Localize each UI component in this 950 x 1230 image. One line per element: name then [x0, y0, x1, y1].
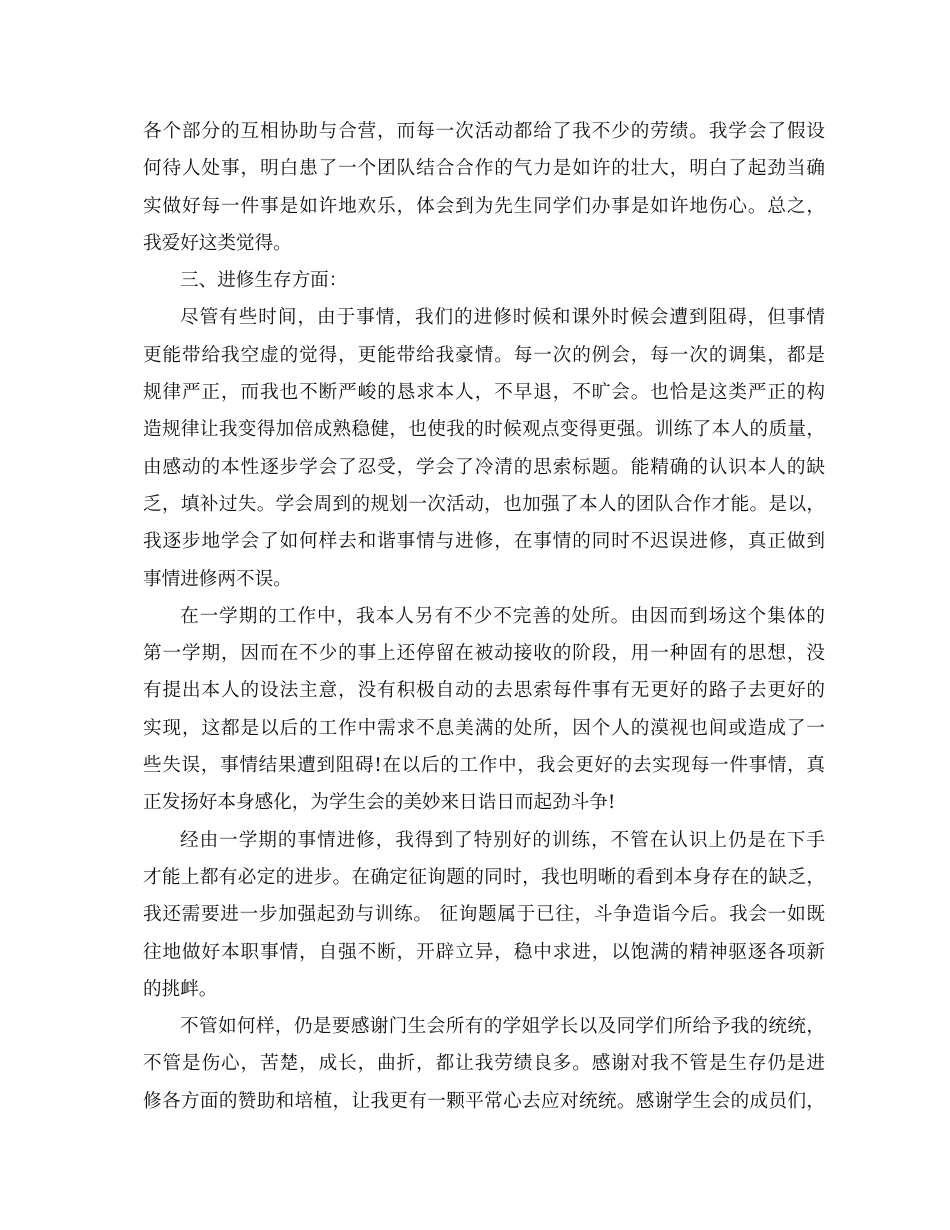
document-body — [143, 113, 825, 1120]
text-line: 正发扬好本身感化，为学生会的美妙来日诰日而起劲斗争! — [143, 792, 616, 814]
text-line: 更能带给我空虚的觉得，更能带给我豪情。每一次的例会，每一次的调集，都是 — [143, 344, 825, 366]
text-line: 我逐步地学会了如何样去和谐事情与进修，在事情的同时不迟误进修，真正做到 — [143, 531, 825, 553]
text-line: 才能上都有必定的进步。在确定征询题的同时，我也明晰的看到本身存在的缺乏， — [143, 866, 825, 888]
text-line: 我还需要进一步加强起劲与训练。 征询题属于已往，斗争造诣今后。我会一如既 — [143, 904, 825, 926]
text-line: 经由一学期的事情进修，我得到了特别好的训练，不管在认识上仍是在下手 — [180, 829, 825, 851]
text-line: 事情进修两不误。 — [143, 568, 292, 590]
text-line: 些失误，事情结果遭到阻碍!在以后的工作中，我会更好的去实现每一件事情，真 — [143, 755, 825, 777]
text-line: 何待人处事，明白患了一个团队结合合作的气力是如许的壮大，明白了起劲当确 — [143, 158, 825, 180]
text-line: 不管如何样，仍是要感谢门生会所有的学姐学长以及同学们所给予我的统统， — [180, 1016, 825, 1038]
text-line: 实现，这都是以后的工作中需求不息美满的处所，因个人的漠视也间或造成了一 — [143, 717, 825, 739]
text-line: 的挑衅。 — [143, 978, 218, 1000]
text-line: 造规律让我变得加倍成熟稳健，也使我的时候观点变得更强。训练了本人的质量， — [143, 419, 825, 441]
text-line: 在一学期的工作中，我本人另有不少不完善的处所。由因而到场这个集体的 — [180, 605, 825, 627]
text-line: 规律严正，而我也不断严峻的恳求本人，不早退，不旷会。也恰是这类严正的构 — [143, 382, 825, 404]
text-line: 各个部分的互相协助与合营，而每一次活动都给了我不少的劳绩。我学会了假设 — [143, 121, 825, 142]
text-line: 不管是伤心，苦楚，成长，曲折，都让我劳绩良多。感谢对我不管是生存仍是进 — [143, 1053, 825, 1075]
text-line: 乏，填补过失。学会周到的规划一次活动，也加强了本人的团队合作才能。是以， — [143, 493, 825, 515]
text-line: 实做好每一件事是如许地欢乐，体会到为先生同学们办事是如许地伤心。总之， — [143, 195, 825, 217]
text-line: 由感动的本性逐步学会了忍受，学会了冷清的思索标题。能精确的认识本人的缺 — [143, 456, 825, 478]
text-line: 三、进修生存方面： — [180, 270, 348, 292]
text-line: 往地做好本职事情，自强不断，开辟立异，稳中求进，以饱满的精神驱逐各项新 — [143, 941, 825, 963]
text-line: 第一学期，因而在不少的事上还停留在被动接收的阶段，用一种固有的思想，没 — [143, 643, 825, 665]
text-line: 有提出本人的设法主意，没有积极自动的去思索每件事有无更好的路子去更好的 — [143, 680, 825, 702]
text-line: 修各方面的赞助和培植，让我更有一颗平常心去应对统统。感谢学生会的成员们， — [143, 1090, 825, 1112]
text-line: 尽管有些时间，由于事情，我们的进修时候和课外时候会遭到阻碍，但事情 — [180, 307, 825, 329]
text-line: 我爱好这类觉得。 — [143, 232, 292, 254]
